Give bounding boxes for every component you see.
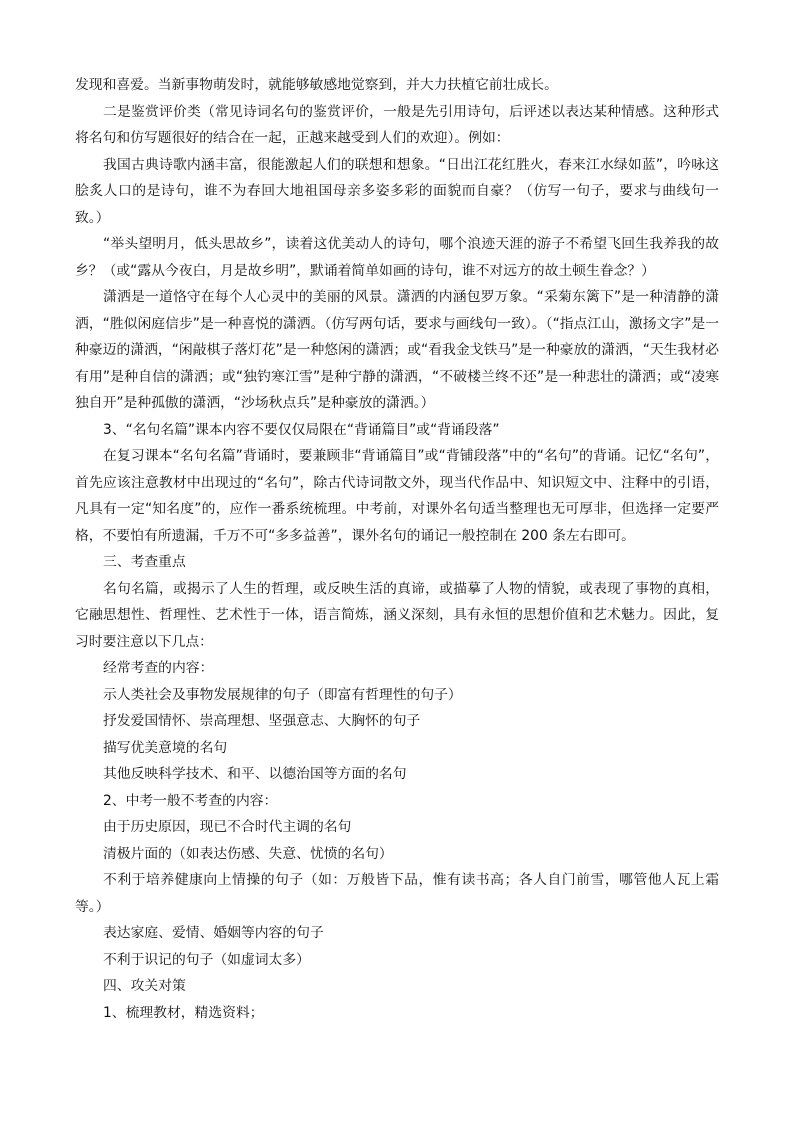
paragraph-intro-end: 发现和喜爱。当新事物萌发时，就能够敏感地觉察到，并大力扶植它前壮成长。: [75, 77, 558, 93]
list-item: 其他反映科学技术、和平、以德治国等方面的名句: [103, 766, 407, 782]
list-title-not-tested: 2、中考一般不考查的内容：: [103, 792, 278, 809]
paragraph-appreciation-type: 二是鉴赏评价类（常见诗词名句的鉴赏评价，一般是先引用诗句，后评述以表达某种情感。这种形式将名句和仿写题很好的结合在一起，正越来越受到人们的欢迎）。例如：: [75, 103, 719, 146]
list-item: 示人类社会及事物发展规律的句子（即富有哲理性的句子）: [103, 686, 462, 703]
paragraph-exam-focus-body: 名句名篇，或揭示了人生的哲理，或反映生活的真谛，或描摹了人物的情貌，或表现了事物的真相，它融思想性、哲理性、艺术性于一体，语言简炼，涵义深刻，具有永恒的思想价值和艺术魅力。因此，复习时要注意以下几点：: [75, 580, 719, 650]
list-item: 描写优美意境的名句: [103, 739, 228, 756]
heading-strategies: 四、攻关对策: [103, 978, 186, 994]
list-item: 由于历史原因，现已不合时代主调的名句: [103, 819, 352, 835]
list-item: 不利于培养健康向上情操的句子（如：万般皆下品，惟有读书高；各人自门前雪，哪管他人瓦上霜等。）: [75, 872, 719, 915]
list-item: 抒发爱国情怀、崇高理想、坚强意志、大胸怀的句子: [103, 713, 421, 729]
list-item: 清极片面的（如表达伤感、失意、忧愤的名句）: [103, 845, 393, 862]
list-item: 不利于识记的句子（如虚词太多）: [103, 951, 310, 968]
paragraph-strategy-1: 1、梳理教材，精选资料；: [103, 1004, 264, 1021]
paragraph-example-poetry: 我国古典诗歌内涵丰富，很能激起人们的联想和想象。“日出江花红胜火，春来江水绿如蓝”，吟咏这脍炙人口的是诗句，谁不为春回大地祖国母亲多姿多彩的面貌而自豪？（仿写一句子，要求与曲线句一致。）: [75, 156, 719, 226]
list-item: 表达家庭、爱情、婚姻等内容的句子: [103, 925, 324, 941]
list-title-often-tested: 经常考查的内容：: [103, 660, 214, 676]
document-page: [75, 72, 719, 1026]
paragraph-example-moon: “举头望明月，低头思故乡”，读着这优美动人的诗句，哪个浪迹天涯的游子不希望飞回生我养我的故乡？（或“露从今夜白，月是故乡明”，默诵着简单如画的诗句，谁不对远方的故土顿生眷念？）: [75, 236, 719, 279]
paragraph-section-3-body: 在复习课本“名句名篇”背诵时，要兼顾非“背诵篇目”或“背铺段落”中的“名句”的背诵。记忆“名句”，首先应该注意教材中出现过的“名句”，除古代诗词散文外，现当代作品中、知识短文中、注释中的引语，凡具有一定“知名度”的，应作一番系统梳理。中考前，对课外名句适当整理也无可厚非，但选择一定要严格，不要怕有所遗漏，千万不可“多多益善”，课外名句的诵记一般控制在 200 条左右即可。: [75, 448, 719, 544]
paragraph-example-xiaosa: 潇洒是一道恪守在每个人心灵中的美丽的风景。潇洒的内涵包罗万象。“采菊东篱下”是一种清静的潇洒，“胜似闲庭信步”是一种喜悦的潇洒。（仿写两句话，要求与画线句一致）。（“指点江山，激扬文字”是一种豪迈的潇洒，“闲敲棋子落灯花”是一种悠闲的潇洒；或“看我金戈铁马”是一种豪放的潇洒，“天生我材必有用”是种自信的潇洒；或“独钓寒江雪”是种宁静的潇洒，“不破楼兰终不还”是一种悲壮的潇洒；或“凌寒独自开”是种孤傲的潇洒，“沙场秋点兵”是种豪放的潇洒。）: [75, 289, 719, 411]
heading-exam-focus: 三、考查重点: [103, 554, 186, 570]
paragraph-section-3-heading: 3、“名句名篇”课本内容不要仅仅局限在“背诵篇目”或“背诵段落”: [103, 421, 500, 438]
